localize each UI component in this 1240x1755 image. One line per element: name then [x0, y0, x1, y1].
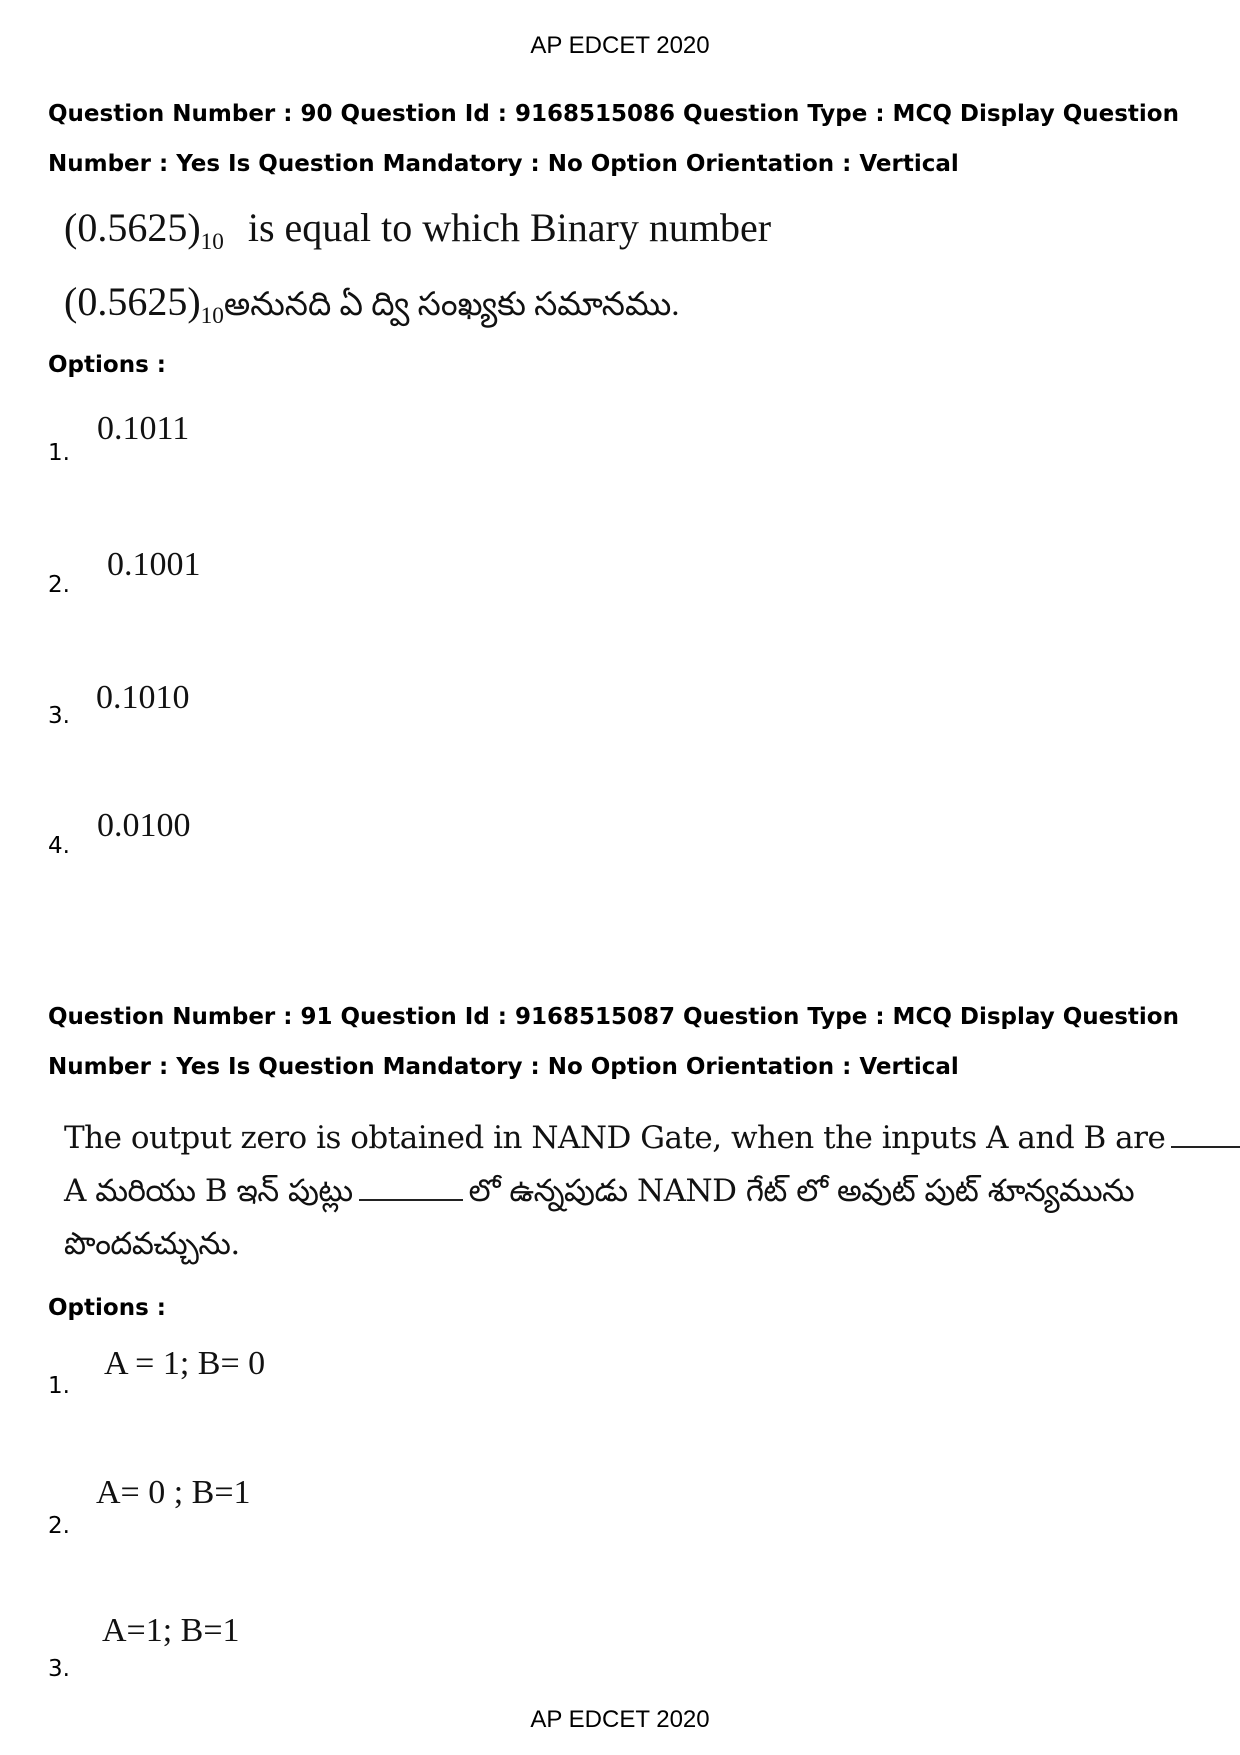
q90-option-1-number: 1.	[48, 440, 70, 466]
q90-option-4-number: 4.	[48, 833, 70, 859]
question-90-line-english	[64, 198, 771, 272]
q91-option-3-value: A=1; B=1	[102, 1612, 240, 1649]
q90-option-1-value: 0.1011	[97, 410, 190, 447]
q91-option-2-value: A= 0 ; B=1	[96, 1474, 251, 1511]
question-91-meta: Question Number : 91 Question Id : 9168515087 Question Type : MCQ Display Question Number : Yes Is Question Mandatory : No Option Orientation : Vertical	[48, 1004, 1179, 1080]
question-91-line-english	[64, 1112, 1240, 1165]
question-90-base-2: 10	[200, 303, 224, 330]
q91-option-1-value: A = 1; B= 0	[104, 1345, 266, 1382]
question-90-expression-2: (0.5625)	[64, 279, 201, 325]
question-90-text-image	[64, 198, 771, 346]
q90-option-4-value: 0.0100	[97, 807, 191, 844]
question-91-telugu-part-a: A మరియు B ఇన్ పుట్లు	[64, 1173, 353, 1209]
question-91-english-text: The output zero is obtained in NAND Gate, when the inputs A and B are	[64, 1120, 1166, 1156]
q90-option-2-value: 0.1001	[107, 546, 201, 583]
q90-option-3-number: 3.	[48, 703, 70, 729]
q90-option-3-value: 0.1010	[96, 679, 190, 716]
question-90-base: 10	[200, 229, 224, 256]
q91-option-1-number: 1.	[48, 1373, 70, 1399]
question-91-options-label: Options :	[48, 1295, 166, 1321]
q91-option-3-number: 3.	[48, 1656, 70, 1682]
question-90-meta: Question Number : 90 Question Id : 9168515086 Question Type : MCQ Display Question Number : Yes Is Question Mandatory : No Option Orientation : Vertical	[48, 101, 1179, 177]
question-90-english-text: is equal to which Binary number	[247, 205, 772, 250]
question-91-telugu-part-b: లో ఉన్నపుడు NAND గేట్ లో అవుట్ పుట్ శూన్యమును	[468, 1173, 1135, 1209]
question-91-line-telugu	[64, 1165, 1240, 1218]
question-91-line-telugu-end	[64, 1218, 1240, 1271]
question-90-options-label: Options :	[48, 352, 166, 378]
question-91-telugu-end: పొందవచ్చును.	[64, 1226, 240, 1262]
q91-option-2-number: 2.	[48, 1513, 70, 1539]
page-header: AP EDCET 2020	[530, 32, 710, 59]
q90-option-2-number: 2.	[48, 572, 70, 598]
page-footer: AP EDCET 2020	[530, 1706, 710, 1733]
question-90-expression: (0.5625)	[64, 205, 201, 250]
question-90-line-telugu	[64, 272, 771, 346]
question-90-telugu-text: అనునది ఏ ద్వి సంఖ్యకు సమానము.	[223, 287, 680, 324]
question-91-blank-2	[359, 1195, 463, 1201]
question-91-blank-1	[1171, 1142, 1240, 1148]
question-91-text-image	[64, 1112, 1240, 1271]
